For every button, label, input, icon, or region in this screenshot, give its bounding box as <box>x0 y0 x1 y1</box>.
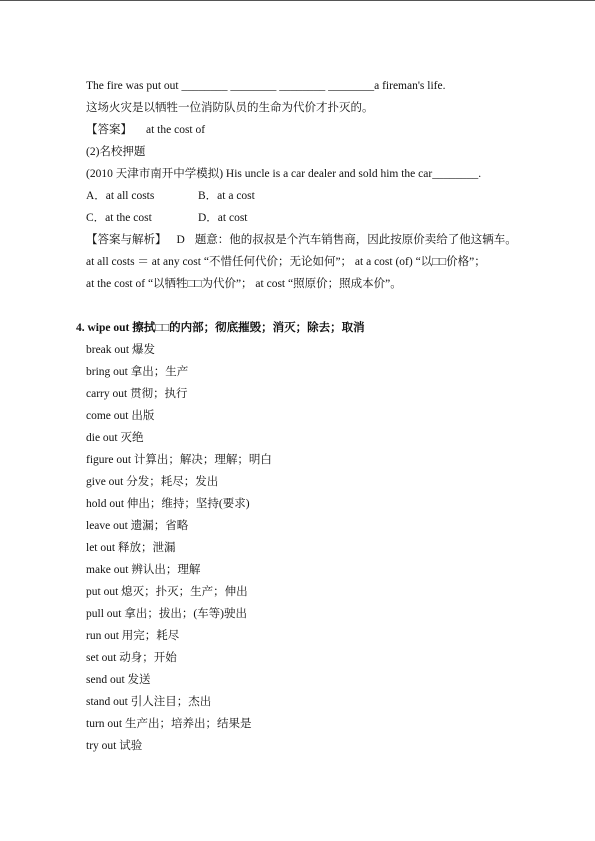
option-c: C．at the cost <box>86 212 152 224</box>
answer-line <box>86 122 205 138</box>
option-d: D．at cost <box>198 212 248 224</box>
option-a: A．at all costs <box>86 190 155 202</box>
phrase-item: let out 释放；泄漏 <box>86 542 176 554</box>
analysis-note-1: at all costs ＝ at any cost “不惜任何代价；无论如何”； at a cost (of) “以□□价格”； <box>86 256 486 268</box>
options-row-1 <box>86 188 255 204</box>
phrase-item: break out 爆发 <box>86 344 155 356</box>
analysis-note-2: at the cost of “以牺牲□□为代价”； at cost “照原价；照成本价”。 <box>86 278 402 290</box>
phrase-item: run out 用完；耗尽 <box>86 630 180 642</box>
phrase-item: make out 辨认出；理解 <box>86 564 201 576</box>
answer-label: 【答案】 <box>86 124 132 136</box>
phrase-item: figure out 计算出；解决；理解；明白 <box>86 454 272 466</box>
exam-section-title: (2)名校押题 <box>86 146 146 158</box>
top-border-line <box>0 0 595 1</box>
answer-text: at the cost of <box>146 124 206 136</box>
analysis-answer: D <box>176 234 185 246</box>
option-b: B．at a cost <box>198 190 255 202</box>
exam-prompt: (2010 天津市南开中学模拟) His uncle is a car dealer and sold him the car________. <box>86 168 482 180</box>
analysis-label: 【答案与解析】 <box>86 234 167 246</box>
phrase-item: bring out 拿出；生产 <box>86 366 189 378</box>
section-4-heading: 4. wipe out 擦拭□□的内部；彻底摧毁；消灭；除去；取消 <box>76 322 365 334</box>
phrase-item: come out 出版 <box>86 410 155 422</box>
phrase-item: hold out 伸出；维持；坚持(要求) <box>86 498 250 510</box>
phrase-item: set out 动身；开始 <box>86 652 177 664</box>
phrase-item: send out 发送 <box>86 674 151 686</box>
phrase-item: try out 试验 <box>86 740 143 752</box>
analysis-line <box>86 232 517 248</box>
phrase-item: carry out 贯彻；执行 <box>86 388 188 400</box>
question-translation: 这场火灾是以牺牲一位消防队员的生命为代价才扑灭的。 <box>86 102 374 114</box>
phrase-item: put out 熄灭；扑灭；生产；伸出 <box>86 586 248 598</box>
question-sentence: The fire was put out ________ ________ ________ ________a fireman's life. <box>86 80 446 92</box>
phrase-item: give out 分发；耗尽；发出 <box>86 476 219 488</box>
phrase-item: turn out 生产出；培养出；结果是 <box>86 718 252 730</box>
phrase-item: stand out 引人注目；杰出 <box>86 696 212 708</box>
phrase-item: die out 灭绝 <box>86 432 144 444</box>
phrase-item: leave out 遗漏；省略 <box>86 520 189 532</box>
phrase-item: pull out 拿出；拔出；(车等)驶出 <box>86 608 247 620</box>
options-row-2 <box>86 210 248 226</box>
analysis-text: 题意：他的叔叔是个汽车销售商，因此按原价卖给了他这辆车。 <box>194 234 517 246</box>
